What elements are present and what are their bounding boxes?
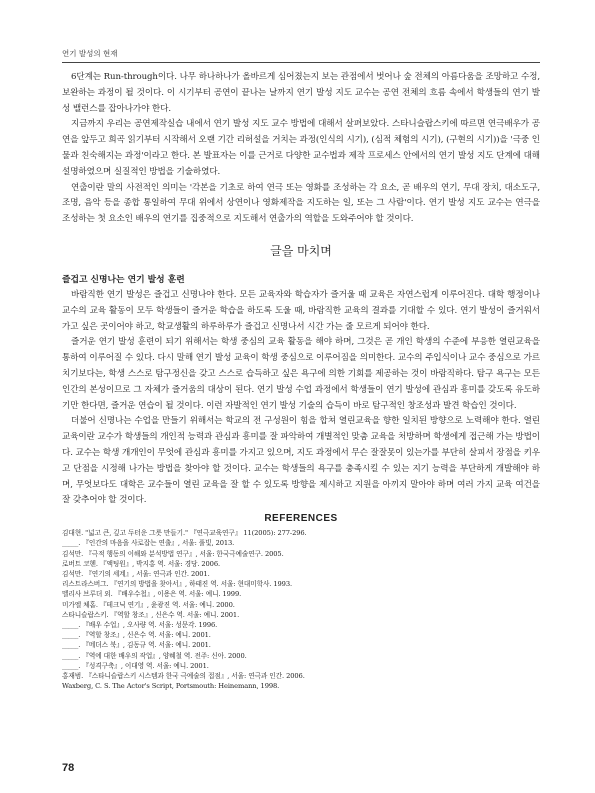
reference-item: 멜리사 브루더 외. 『배우수첩』, 이용은 역. 서울: 예니. 1999. <box>62 590 242 599</box>
running-header: 연기 발성의 현재 <box>62 49 118 58</box>
reference-item: 김석만. 『연기의 세계』, 서울: 연극과 인간. 2001. <box>62 569 210 578</box>
references-list <box>62 528 540 691</box>
page-number: 78 <box>62 762 75 774</box>
reference-item: 김석만. 『극적 행동의 이해와 분석방법 연구』, 서울: 한국극예술연구. 2005. <box>62 549 284 558</box>
body-paragraph: 바람직한 연기 발성은 즐겁고 신명나야 한다. 모든 교육자와 학습자가 즐거울 때 교육은 자연스럽게 이루어진다. 대학 행정이나 교수의 교육 활동이 모두 학생들이 즐거운 학습을 하도록 도울 때, 바람직한 교육의 결과를 기대할 수 있다. 연기 발성이 즐거워서 가고 싶은 곳이어야 하고, 학교생활의 하루하루가 즐겁고 신명나서 시간 가는 줄 모르게 되어야 한다. <box>62 289 540 332</box>
reference-item: _____. 『역에 대한 배우의 작업』, 양혜철 역. 전주: 신아. 2000. <box>62 651 247 660</box>
reference-item: _____. 『인간의 마음을 사로잡는 연출』, 서울: 풀빛, 2013. <box>62 539 235 548</box>
reference-item: 리스트라스버그. 『연기의 방법을 찾아서』, 하태진 역. 서울: 현대미학사. 1993. <box>62 580 293 589</box>
body-paragraph: 즐거운 연기 발성 훈련이 되기 위해서는 학생 중심의 교육 활동을 해야 하며, 그것은 곧 개인 학생의 수준에 부응한 열린교육을 통하여 이루어질 수 있다. 다시 말해 연기 발성 교육이 학생 중심으로 이루어짐을 의미한다. 교수의 주입식이나 교수 중심으로 가르치기보다는, 학생 스스로 탐구정신을 갖고 스스로 습득하고 싶은 욕구에 의한 기회를 제공하는 것이 바람직하다. 탐구 욕구는 모든 인간의 본성이므로 그 자체가 즐거움의 대상이 된다. 연기 발성 수업 과정에서 학생들이 연기 발성에 관심과 흥미를 갖도록 유도하기만 한다면, 즐거운 연습이 될 것이다. 이런 자발적인 연기 발성 기술의 습득이 바로 탐구적인 창조성과 발견 학습인 것이다. <box>62 337 540 411</box>
reference-item: 홍재범. 『스타니슬랍스키 시스템과 한국 극예술의 접점』, 서울: 연극과 인간. 2006. <box>62 671 305 680</box>
body-paragraph: 연출이란 말의 사전적인 의미는 '각본을 기초로 하여 연극 또는 영화를 조성하는 각 요소, 곧 배우의 연기, 무대 장치, 대소도구, 조명, 음악 등을 종합 통일하여 무대 위에서 상연이나 영화제작을 지도하는 일, 또는 그 사람'이다. 연기 발성 지도 교수는 연극을 조성하는 첫 요소인 배우의 연기를 집중적으로 지도해서 연출가의 역할을 도와주어야 할 것이다. <box>62 182 540 225</box>
reference-item: Waxberg, C. S. The Actor's Script, Portsmouth: Heinemann, 1998. <box>62 682 280 691</box>
article-body <box>62 70 540 691</box>
reference-item: 스타니슬랍스키. 『역할 창조』, 신은수 역. 서울: 예니. 2001. <box>62 610 240 619</box>
reference-item: _____. 『역할 창조』, 신은수 역. 서울: 예니. 2001. <box>62 631 211 640</box>
reference-item: _____. 『성격구축』, 이대영 역. 서울: 예니. 2001. <box>62 661 209 670</box>
body-paragraph: 지금까지 우리는 공연제작실습 내에서 연기 발성 지도 교수 방법에 대해서 살펴보았다. 스타니슬랍스키에 따르면 연극배우가 공연을 앞두고 희곡 읽기부터 시작해서 오랜 기간 리허설을 거치는 과정(인식의 시기), (심적 체험의 시기), (구현의 시기))을 '극중 인물과 친숙해지는 과정'이라고 한다. 본 발표자는 이를 근거로 다양한 교수법과 제작 프로세스 안에서의 연기 발성 지도 단계에 대해 설명하였으며 실질적인 방법을 기술하였다. <box>62 119 540 177</box>
body-paragraph: 더불어 신명나는 수업을 만들기 위해서는 학교의 전 구성원이 힘을 합쳐 열린교육을 향한 일치된 방향으로 노력해야 한다. 열린 교육이란 교수가 학생들의 개인적 능력과 관심과 흥미를 잘 파악하여 개별적인 맞춤 교육을 처방하며 학생에게 접근해 가는 방법이다. 교수는 학생 개개인이 무엇에 관심과 흥미를 가지고 있으며, 지도 과정에서 무슨 잘잘못이 있는가를 부단히 살피서 장점을 키우고 단점을 시정해 나가는 방법을 찾아야 할 것이다. 교수는 학생들의 욕구를 충족시킬 수 있는 지기 능력을 부단하게 개발해야 하며, 무엇보다도 대학은 교수들이 열린 교육을 잘 할 수 있도록 방향을 제시하고 지원을 아끼지 말아야 하며 여러 가지 교육 여건을 잘 갖추어야 할 것이다. <box>62 416 540 506</box>
header-rule <box>62 62 540 63</box>
body-paragraph: 6단계는 Run-through이다. 나무 하나하나가 올바르게 심어졌는지 보는 관점에서 벗어나 숲 전체의 아름다움을 조망하고 수정, 보완하는 과정이 될 것이다. 이 시기부터 공연이 끝나는 날까지 연기 발성 지도 교수는 공연 전체의 흐름 속에서 학생들의 연기 발성 밸런스를 잡아나가야 한다. <box>62 72 540 114</box>
reference-item: 김대현. "넓고 큰, 깊고 두터운 그릇 만들기." 『연극교육연구』 11(2005): 277-296. <box>62 529 307 538</box>
reference-item: 로버트 코헨. 『액팅원』, 박지홍 역. 서울: 경당. 2006. <box>62 559 221 568</box>
section-title: 글을 마치며 <box>270 243 332 258</box>
reference-item: 미가엘 체홉. 『테크닉 연기』, 윤광진 역. 서울: 예니. 2000. <box>62 600 235 609</box>
references-title: REFERENCES <box>264 513 338 525</box>
reference-item: _____. 『메더스 북』, 김동규 역. 서울: 예니. 2001. <box>62 641 211 650</box>
sub-heading: 즐겁고 신명나는 연기 발성 훈련 <box>62 274 185 285</box>
reference-item: _____. 『배우 수업』, 오사량 역. 서울: 성문각. 1996. <box>62 620 218 629</box>
